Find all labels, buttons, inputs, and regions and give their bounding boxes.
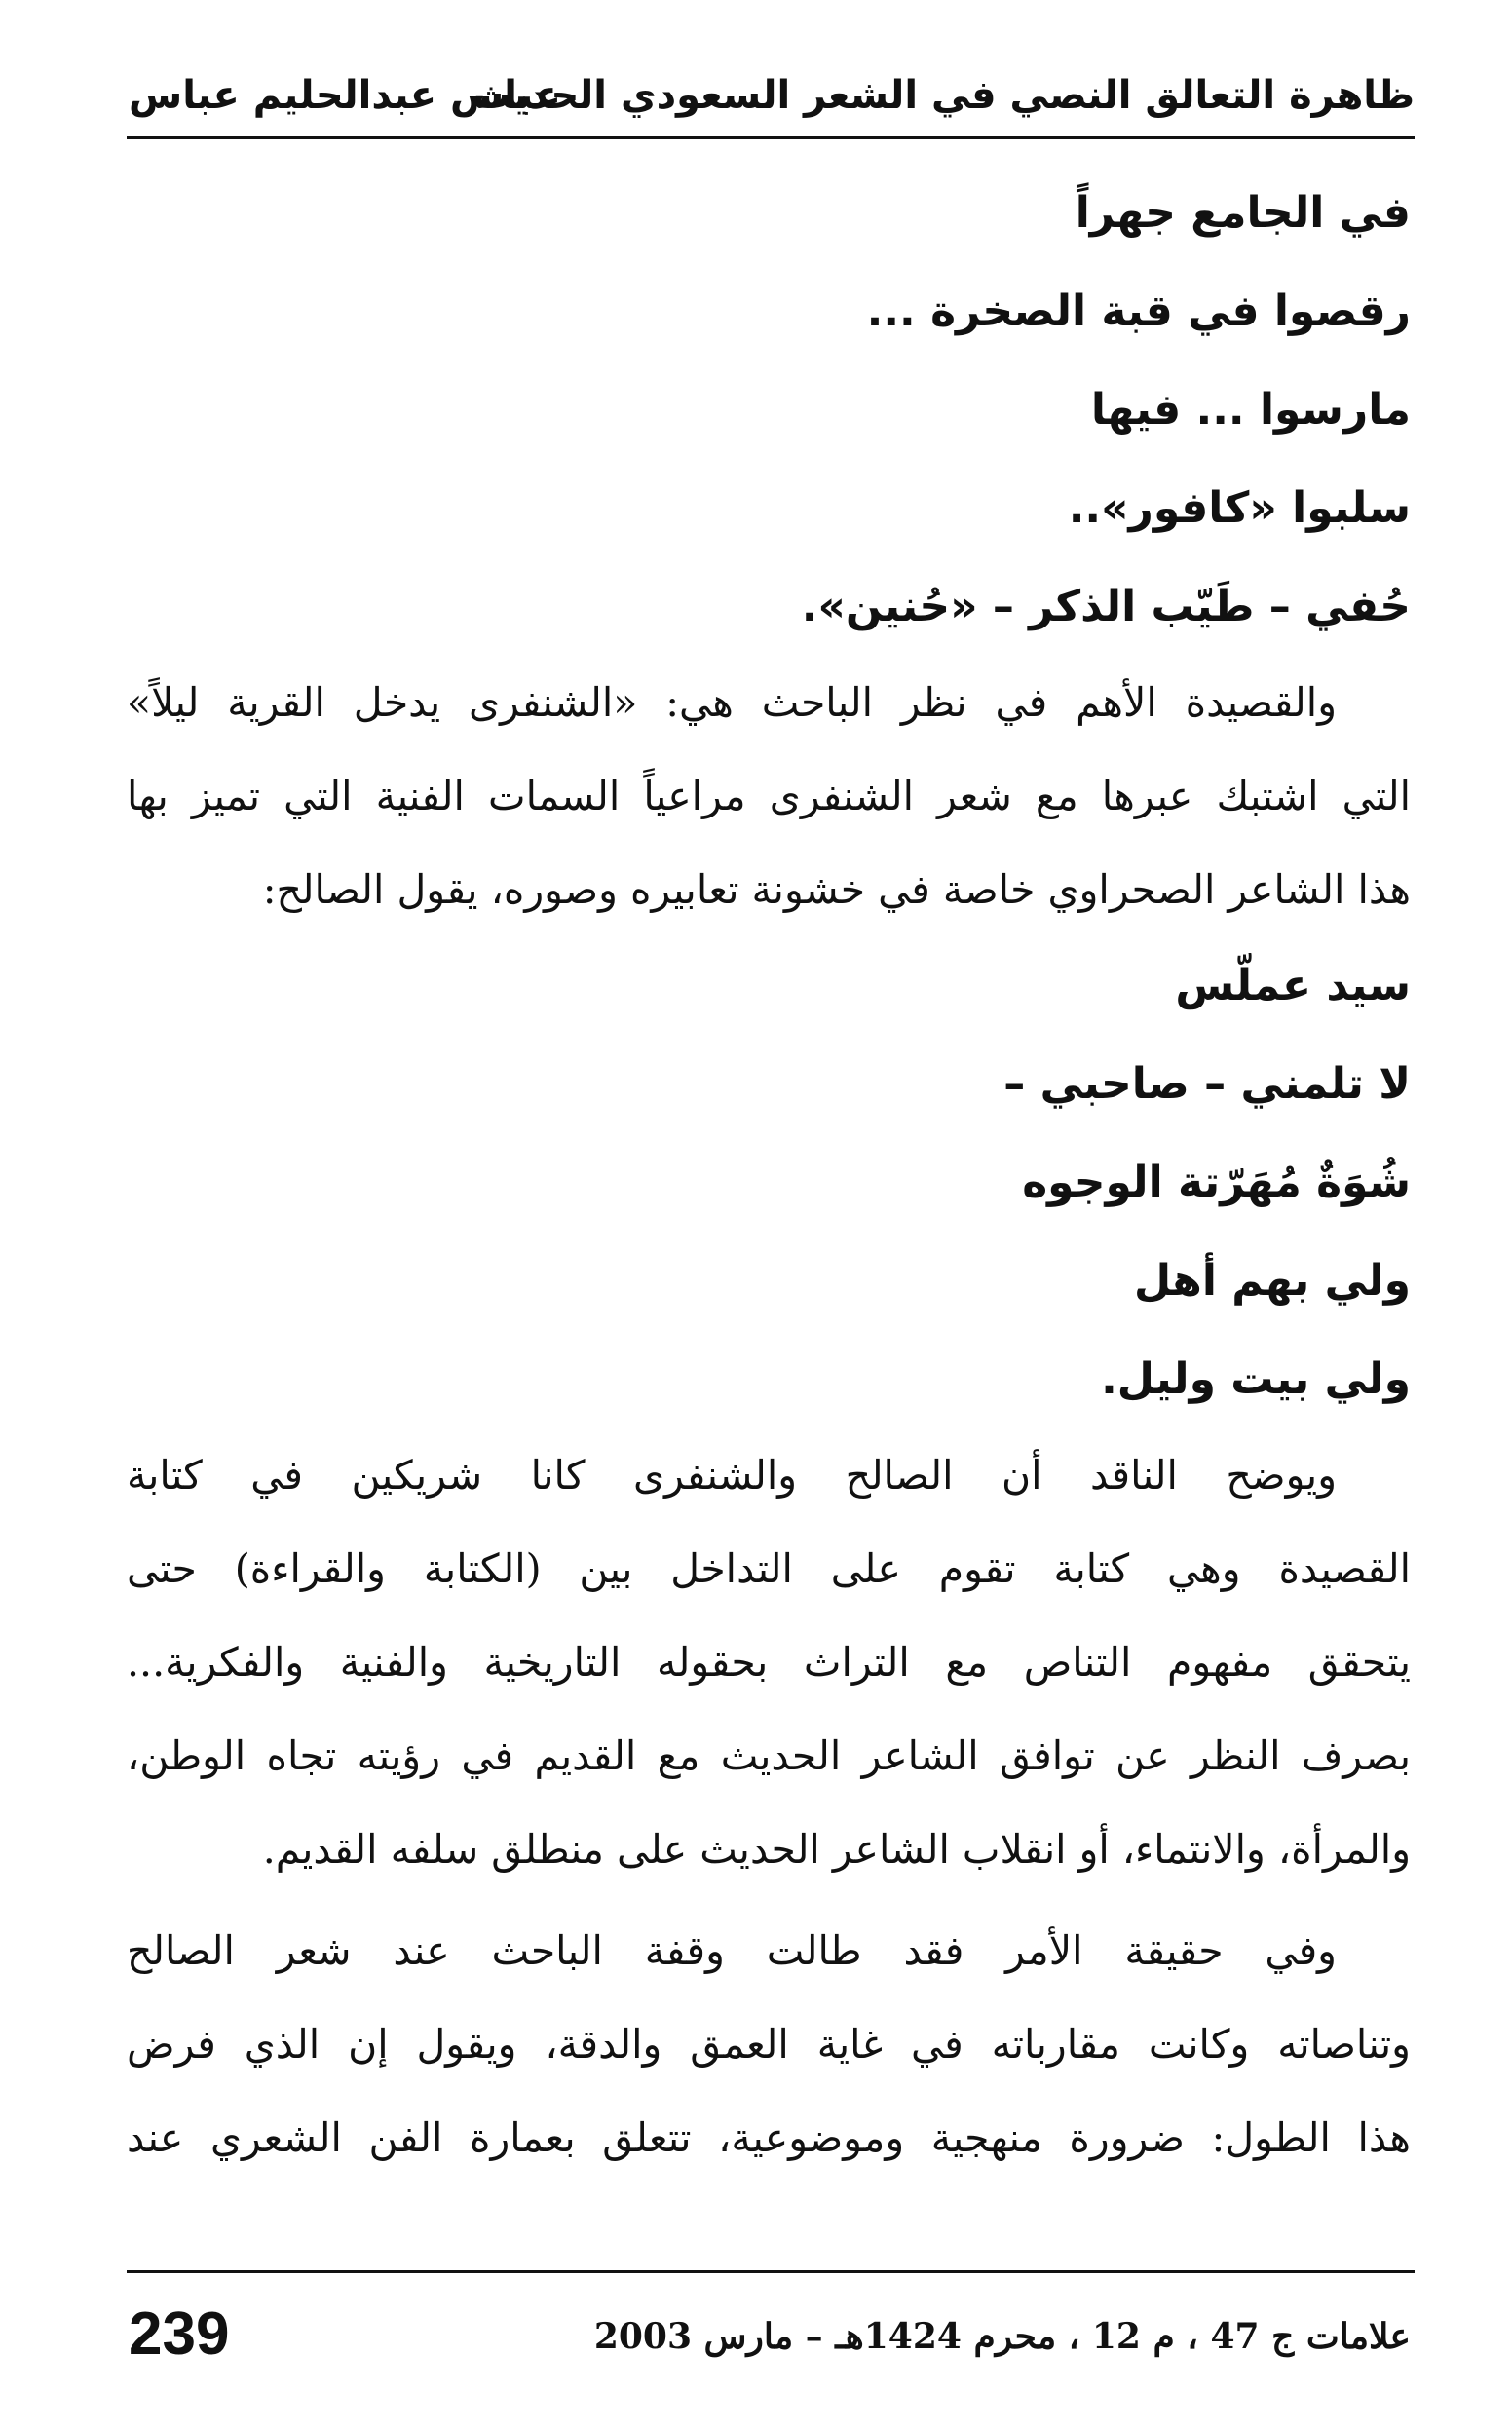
footer-rule: [127, 2270, 1415, 2273]
paragraph-line: وتناصاته وكانت مقارباته في غاية العمق والدقة، ويقول إن الذي فرض: [127, 2021, 1411, 2068]
running-header: [129, 57, 1415, 134]
verse-line: في الجامع جهراً: [1075, 188, 1411, 238]
verse-line: ولي بيت وليل.: [1101, 1354, 1411, 1404]
verse-block-2: [127, 936, 1411, 1428]
paragraph-line: هذا الشاعر الصحراوي خاصة في خشونة تعابيره وصوره، يقول الصالح:: [262, 866, 1411, 913]
verse-line: مارسوا ... فيها: [1090, 385, 1411, 435]
verse-line: شُوَةٌ مُهَرّتة الوجوه: [1022, 1158, 1411, 1207]
verse-line: حُفي – طَيّب الذكر – «حُنين».: [801, 582, 1411, 631]
paragraph-line: وفي حقيقة الأمر فقد طالت وقفة الباحث عند شعر الصالح: [127, 1927, 1337, 1974]
verse-line: ولي بهم أهل: [1134, 1256, 1411, 1306]
verse-block-1: [127, 164, 1411, 656]
paragraph-line: بصرف النظر عن توافق الشاعر الحديث مع القديم في رؤيته تجاه الوطن،: [127, 1732, 1411, 1779]
paragraph-line: هذا الطول: ضرورة منهجية وموضوعية، تتعلق بعمارة الفن الشعري عند: [127, 2114, 1411, 2161]
paragraph-line: التي اشتبك عبرها مع شعر الشنفرى مراعياً السمات الفنية التي تميز بها: [127, 773, 1411, 819]
paragraph-line: يتحقق مفهوم التناص مع التراث بحقوله التاريخية والفنية والفكرية...: [127, 1639, 1411, 1686]
page-number: 239: [129, 2300, 230, 2368]
paragraph-3: [127, 1904, 1411, 2185]
paragraph-line: والقصيدة الأهم في نظر الباحث هي: «الشنفرى يدخل القرية ليلاً»: [127, 679, 1337, 726]
header-title: ظاهرة التعالق النصي في الشعر السعودي الحديث: [472, 73, 1415, 118]
header-author: عباس عبدالحليم عباس: [129, 73, 561, 118]
verse-line: رقصوا في قبة الصخرة ...: [866, 286, 1411, 336]
body-text: [127, 164, 1411, 2185]
verse-line: لا تلمني – صاحبي –: [1003, 1059, 1411, 1109]
paragraph-2: [127, 1428, 1411, 1896]
paragraph-line: القصيدة وهي كتابة تقوم على التداخل بين (الكتابة والقراءة) حتى: [127, 1545, 1411, 1592]
verse-line: سيد عملّس: [1175, 961, 1411, 1010]
paragraph-1: [127, 656, 1411, 936]
verse-line: سلبوا «كافور»..: [1068, 483, 1411, 533]
paragraph-line: ويوضح الناقد أن الصالح والشنفرى كانا شريكين في كتابة: [127, 1452, 1337, 1499]
journal-citation: علامات ج 47 ، م 12 ، محرم 1424هـ – مارس 2003: [593, 2316, 1411, 2357]
paragraph-gap: [127, 1896, 1411, 1904]
paragraph-line: والمرأة، والانتماء، أو انقلاب الشاعر الحديث على منطلق سلفه القديم.: [262, 1826, 1411, 1873]
header-rule: [127, 136, 1415, 139]
